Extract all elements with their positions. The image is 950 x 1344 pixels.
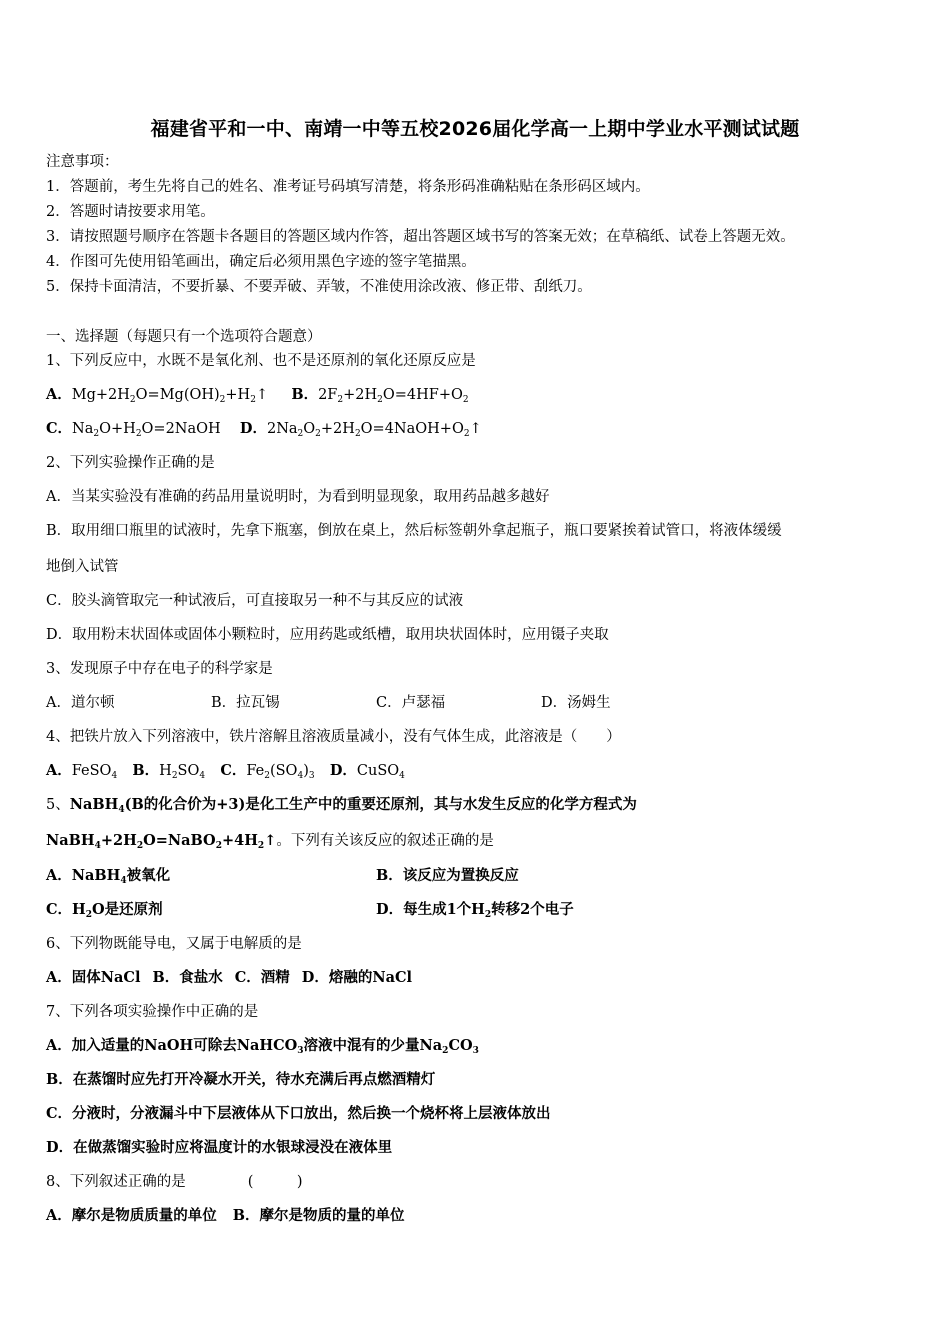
option-c: C．酒精 (234, 969, 290, 986)
option-c-text: $Fe_2(SO_4)_3$ (246, 763, 315, 781)
question-6-stem: 6、下列物既能导电，又属于电解质的是 (46, 936, 302, 952)
option-d-text: CuSO$_4$ (356, 763, 405, 781)
option-b-label: B． (132, 762, 160, 779)
question-2-option-b-line1: B．取用细口瓶里的试液时，先拿下瓶塞，倒放在桌上，然后标签朝外拿起瓶子，瓶口要紧挨着试管口，将液体缓缓 (46, 523, 782, 539)
question-2-stem: 2、下列实验操作正确的是 (46, 455, 215, 471)
option-d-text: $2Na_2O_2+2H_2O=4NaOH+O_2↑$ (266, 421, 482, 439)
question-4-stem: 4、把铁片放入下列溶液中，铁片溶解且溶液质量减小，没有气体生成，此溶液是（ ） (46, 729, 621, 745)
notice-item-4: 4．作图可先使用铅笔画出，确定后必须用黑色字迹的签字笔描黑。 (46, 254, 476, 270)
question-7-stem: 7、下列各项实验操作中正确的是 (46, 1004, 259, 1020)
question-2-option-c: C．胶头滴管取完一种试液后，可直接取另一种不与其反应的试液 (46, 593, 464, 609)
question-2-option-a: A．当某实验没有准确的药品用量说明时，为看到明显现象，取用药品越多越好 (46, 489, 550, 505)
option-a-label: A． (46, 386, 72, 403)
option-d: D．每生成1个$H_2$转移2个电子 (376, 901, 574, 920)
question-3-options (46, 693, 611, 713)
question-3-stem: 3、发现原子中存在电子的科学家是 (46, 661, 273, 677)
option-b: B．该反应为置换反应 (376, 867, 519, 884)
option-a: A．摩尔是物质质量的单位 (46, 1207, 217, 1224)
notice-item-5: 5．保持卡面清洁，不要折暴、不要弄破、弄皱，不准使用涂改液、修正带、刮纸刀。 (46, 279, 592, 295)
exam-title: 福建省平和一中、南靖一中等五校2026届化学高一上期中学业水平测试试题 (150, 118, 800, 140)
option-c-text: $Na_2O+H_2O=2NaOH$ (72, 421, 221, 439)
option-b-text: $H_2SO_4$ (159, 763, 206, 781)
question-8-stem: 8、下列叙述正确的是 ( ) (46, 1174, 303, 1190)
question-5-options-ab (46, 866, 906, 886)
question-1-stem: 1、下列反应中，水既不是氧化剂、也不是还原剂的氧化还原反应是 (46, 353, 476, 369)
option-a-label: A． (46, 762, 72, 779)
option-a-text: $Mg+2H_2O=Mg(OH)_2+H_2↑$ (71, 387, 269, 405)
option-d-label: D． (329, 762, 357, 779)
option-d-label: D． (239, 420, 267, 437)
question-1-options-cd (46, 419, 482, 439)
option-c-label: C． (46, 420, 73, 437)
question-2-option-b-line2: 地倒入试管 (46, 559, 119, 575)
option-d: D．汤姆生 (541, 695, 611, 711)
notice-item-1: 1．答题前，考生先将自己的姓名、准考证号码填写清楚，将条形码准确粘贴在条形码区域内。 (46, 179, 650, 195)
question-7-option-a: A．加入适量的NaOH可除去NaHCO$_3$溶液中混有的少量$Na_2CO_3$ (46, 1037, 479, 1056)
notice-item-3: 3．请按照题号顺序在答题卡各题目的答题区域内作答，超出答题区域书写的答案无效；在草稿纸、试卷上答题无效。 (46, 229, 795, 245)
question-5-stem: 5、NaBH$_4$(B的化合价为+3)是化工生产中的重要还原剂，其与水发生反应的化学方程式为 (46, 796, 637, 815)
notice-item-2: 2．答题时请按要求用笔。 (46, 204, 215, 220)
option-a: A．固体NaCl (46, 969, 141, 986)
option-a: A．道尔顿 (46, 695, 115, 711)
option-b: B．食盐水 (152, 969, 223, 986)
option-b-label: B． (291, 386, 319, 403)
notice-heading: 注意事项： (46, 154, 119, 170)
question-7-option-b: B．在蒸馏时应先打开冷凝水开关，待水充满后再点燃酒精灯 (46, 1071, 436, 1088)
option-c: C．卢瑟福 (376, 695, 446, 711)
question-8-options (46, 1206, 405, 1226)
option-a: A．NaBH$_4$被氧化 (46, 867, 171, 886)
question-2-option-d: D．取用粉末状固体或固体小颗粒时，应用药匙或纸槽，取用块状固体时，应用镊子夹取 (46, 627, 609, 643)
question-7-option-c: C．分液时，分液漏斗中下层液体从下口放出，然后换一个烧杯将上层液体放出 (46, 1105, 551, 1122)
option-b: B．摩尔是物质的量的单位 (232, 1207, 405, 1224)
question-5-equation: $NaBH_4+2H_2O=NaBO_2+4H_2↑$。下列有关该反应的叙述正确的是 (46, 832, 494, 851)
option-b-text: $2F_2+2H_2O=4HF+O_2$ (318, 387, 469, 405)
answer-parentheses: ( ) (247, 1174, 303, 1190)
question-4-options (46, 761, 405, 781)
question-1-options-ab (46, 385, 469, 405)
question-6-options (46, 968, 412, 988)
option-c-label: C． (220, 762, 247, 779)
option-c: C．$H_2O$是还原剂 (46, 901, 163, 920)
section-heading: 一、选择题（每题只有一个选项符合题意） (46, 329, 322, 345)
question-5-options-cd (46, 900, 906, 920)
option-d: D．熔融的NaCl (301, 969, 413, 986)
option-b: B．拉瓦锡 (211, 695, 280, 711)
option-a-text: FeSO$_4$ (71, 763, 118, 781)
question-7-option-d: D．在做蒸馏实验时应将温度计的水银球浸没在液体里 (46, 1139, 393, 1156)
